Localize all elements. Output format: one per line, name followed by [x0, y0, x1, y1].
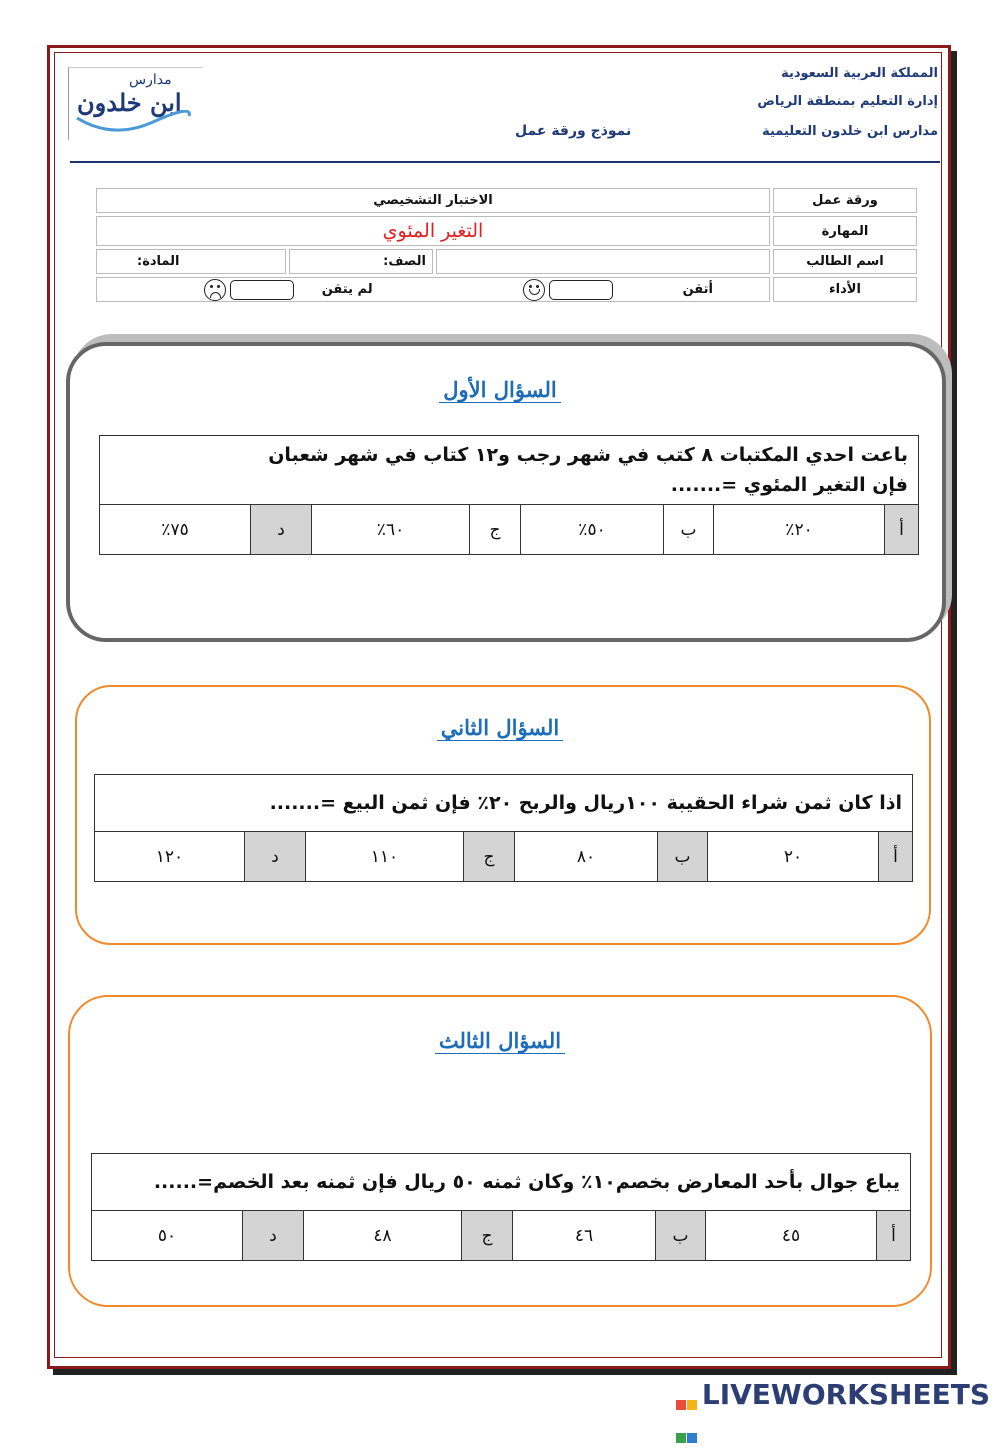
- q3-letter-b: ب: [656, 1211, 706, 1261]
- subject-field[interactable]: [96, 249, 286, 274]
- q1-letter-a: أ: [885, 505, 919, 555]
- question-1-title-wrap: [0, 377, 1000, 402]
- logo-top-text: مدارس: [129, 72, 172, 88]
- q2-option-d[interactable]: ١٢٠: [95, 832, 245, 882]
- q1-letter-d: د: [251, 505, 312, 555]
- logo-swoosh-icon: [73, 110, 193, 134]
- q2-letter-b: ب: [658, 832, 708, 882]
- q2-option-b[interactable]: ٨٠: [515, 832, 658, 882]
- header-divider: [70, 161, 940, 163]
- logo-main-text: ابن خلدون: [77, 88, 182, 117]
- q1-option-d[interactable]: ٧٥٪: [100, 505, 251, 555]
- grade-field[interactable]: [289, 249, 433, 274]
- q2-letter-c: ج: [464, 832, 515, 882]
- q3-option-d[interactable]: ٥٠: [92, 1211, 243, 1261]
- worksheet-label: ورقة عمل: [773, 188, 917, 213]
- question-3-text: يباع جوال بأحد المعارض بخصم١٠٪ وكان ثمنه ٥٠ ريال فإن ثمنه بعد الخصم=......: [92, 1154, 911, 1211]
- question-1-table: [99, 435, 919, 555]
- q1-letter-b: ب: [664, 505, 714, 555]
- worksheet-value: الاختبار التشخيصي: [96, 188, 770, 213]
- q1-option-a[interactable]: ٢٠٪: [714, 505, 885, 555]
- question-1-line-1: باعت احدي المكتبات ٨ كتب في شهر رجب و١٢ كتاب في شهر شعبان: [268, 444, 908, 466]
- question-3-title: السؤال الثالث: [435, 1028, 565, 1054]
- q2-option-a[interactable]: ٢٠: [708, 832, 879, 882]
- subject-label: المادة:: [137, 254, 180, 269]
- worksheet-model-title: نموذج ورقة عمل: [515, 123, 632, 139]
- q2-option-c[interactable]: ١١٠: [306, 832, 464, 882]
- question-3-title-wrap: [0, 1028, 1000, 1053]
- skill-label: المهارة: [773, 216, 917, 246]
- liveworksheets-brand: [676, 1378, 990, 1411]
- performance-row: [96, 277, 770, 302]
- q3-option-a[interactable]: ٤٥: [706, 1211, 877, 1261]
- header-country: المملكة العربية السعودية: [781, 66, 938, 81]
- mastered-checkbox[interactable]: [549, 280, 613, 300]
- q3-letter-a: أ: [877, 1211, 911, 1261]
- question-1-title: السؤال الأول: [439, 377, 560, 403]
- student-name-field[interactable]: [436, 249, 770, 274]
- q3-letter-c: ج: [462, 1211, 513, 1261]
- q3-letter-d: د: [243, 1211, 304, 1261]
- header-school: مدارس ابن خلدون التعليمية: [762, 124, 938, 139]
- smiley-happy-icon: [523, 279, 545, 301]
- mastered-label: أتقن: [682, 282, 713, 297]
- q1-option-c[interactable]: ٦٠٪: [312, 505, 470, 555]
- q3-option-c[interactable]: ٤٨: [304, 1211, 462, 1261]
- question-1-text: [100, 436, 919, 505]
- q1-option-b[interactable]: ٥٠٪: [521, 505, 664, 555]
- info-table: [93, 185, 920, 305]
- liveworksheets-text: LIVEWORKSHEETS: [701, 1378, 990, 1411]
- smiley-sad-icon: [204, 279, 226, 301]
- not-mastered-checkbox[interactable]: [230, 280, 294, 300]
- skill-value: التغير المئوي: [96, 216, 770, 246]
- grade-label: الصف:: [383, 254, 426, 269]
- school-logo: [68, 67, 203, 140]
- performance-label: الأداء: [773, 277, 917, 302]
- question-2-title-wrap: [0, 715, 1000, 740]
- question-2-text: اذا كان ثمن شراء الحقيبة ١٠٠ريال والربح ٢٠٪ فإن ثمن البيع =.......: [95, 775, 913, 832]
- question-1-line-2: فإن التغير المئوي =.......: [670, 474, 908, 496]
- liveworksheets-logo-icon: [676, 1385, 698, 1407]
- student-name-label: اسم الطالب: [773, 249, 917, 274]
- not-mastered-label: لم يتقن: [321, 282, 373, 297]
- q2-letter-a: أ: [879, 832, 913, 882]
- header-admin: إدارة التعليم بمنطقة الرياض: [757, 94, 938, 109]
- q2-letter-d: د: [245, 832, 306, 882]
- q1-letter-c: ج: [470, 505, 521, 555]
- question-2-table: [94, 774, 913, 882]
- question-2-title: السؤال الثاني: [437, 715, 564, 741]
- question-3-table: [91, 1153, 911, 1261]
- q3-option-b[interactable]: ٤٦: [513, 1211, 656, 1261]
